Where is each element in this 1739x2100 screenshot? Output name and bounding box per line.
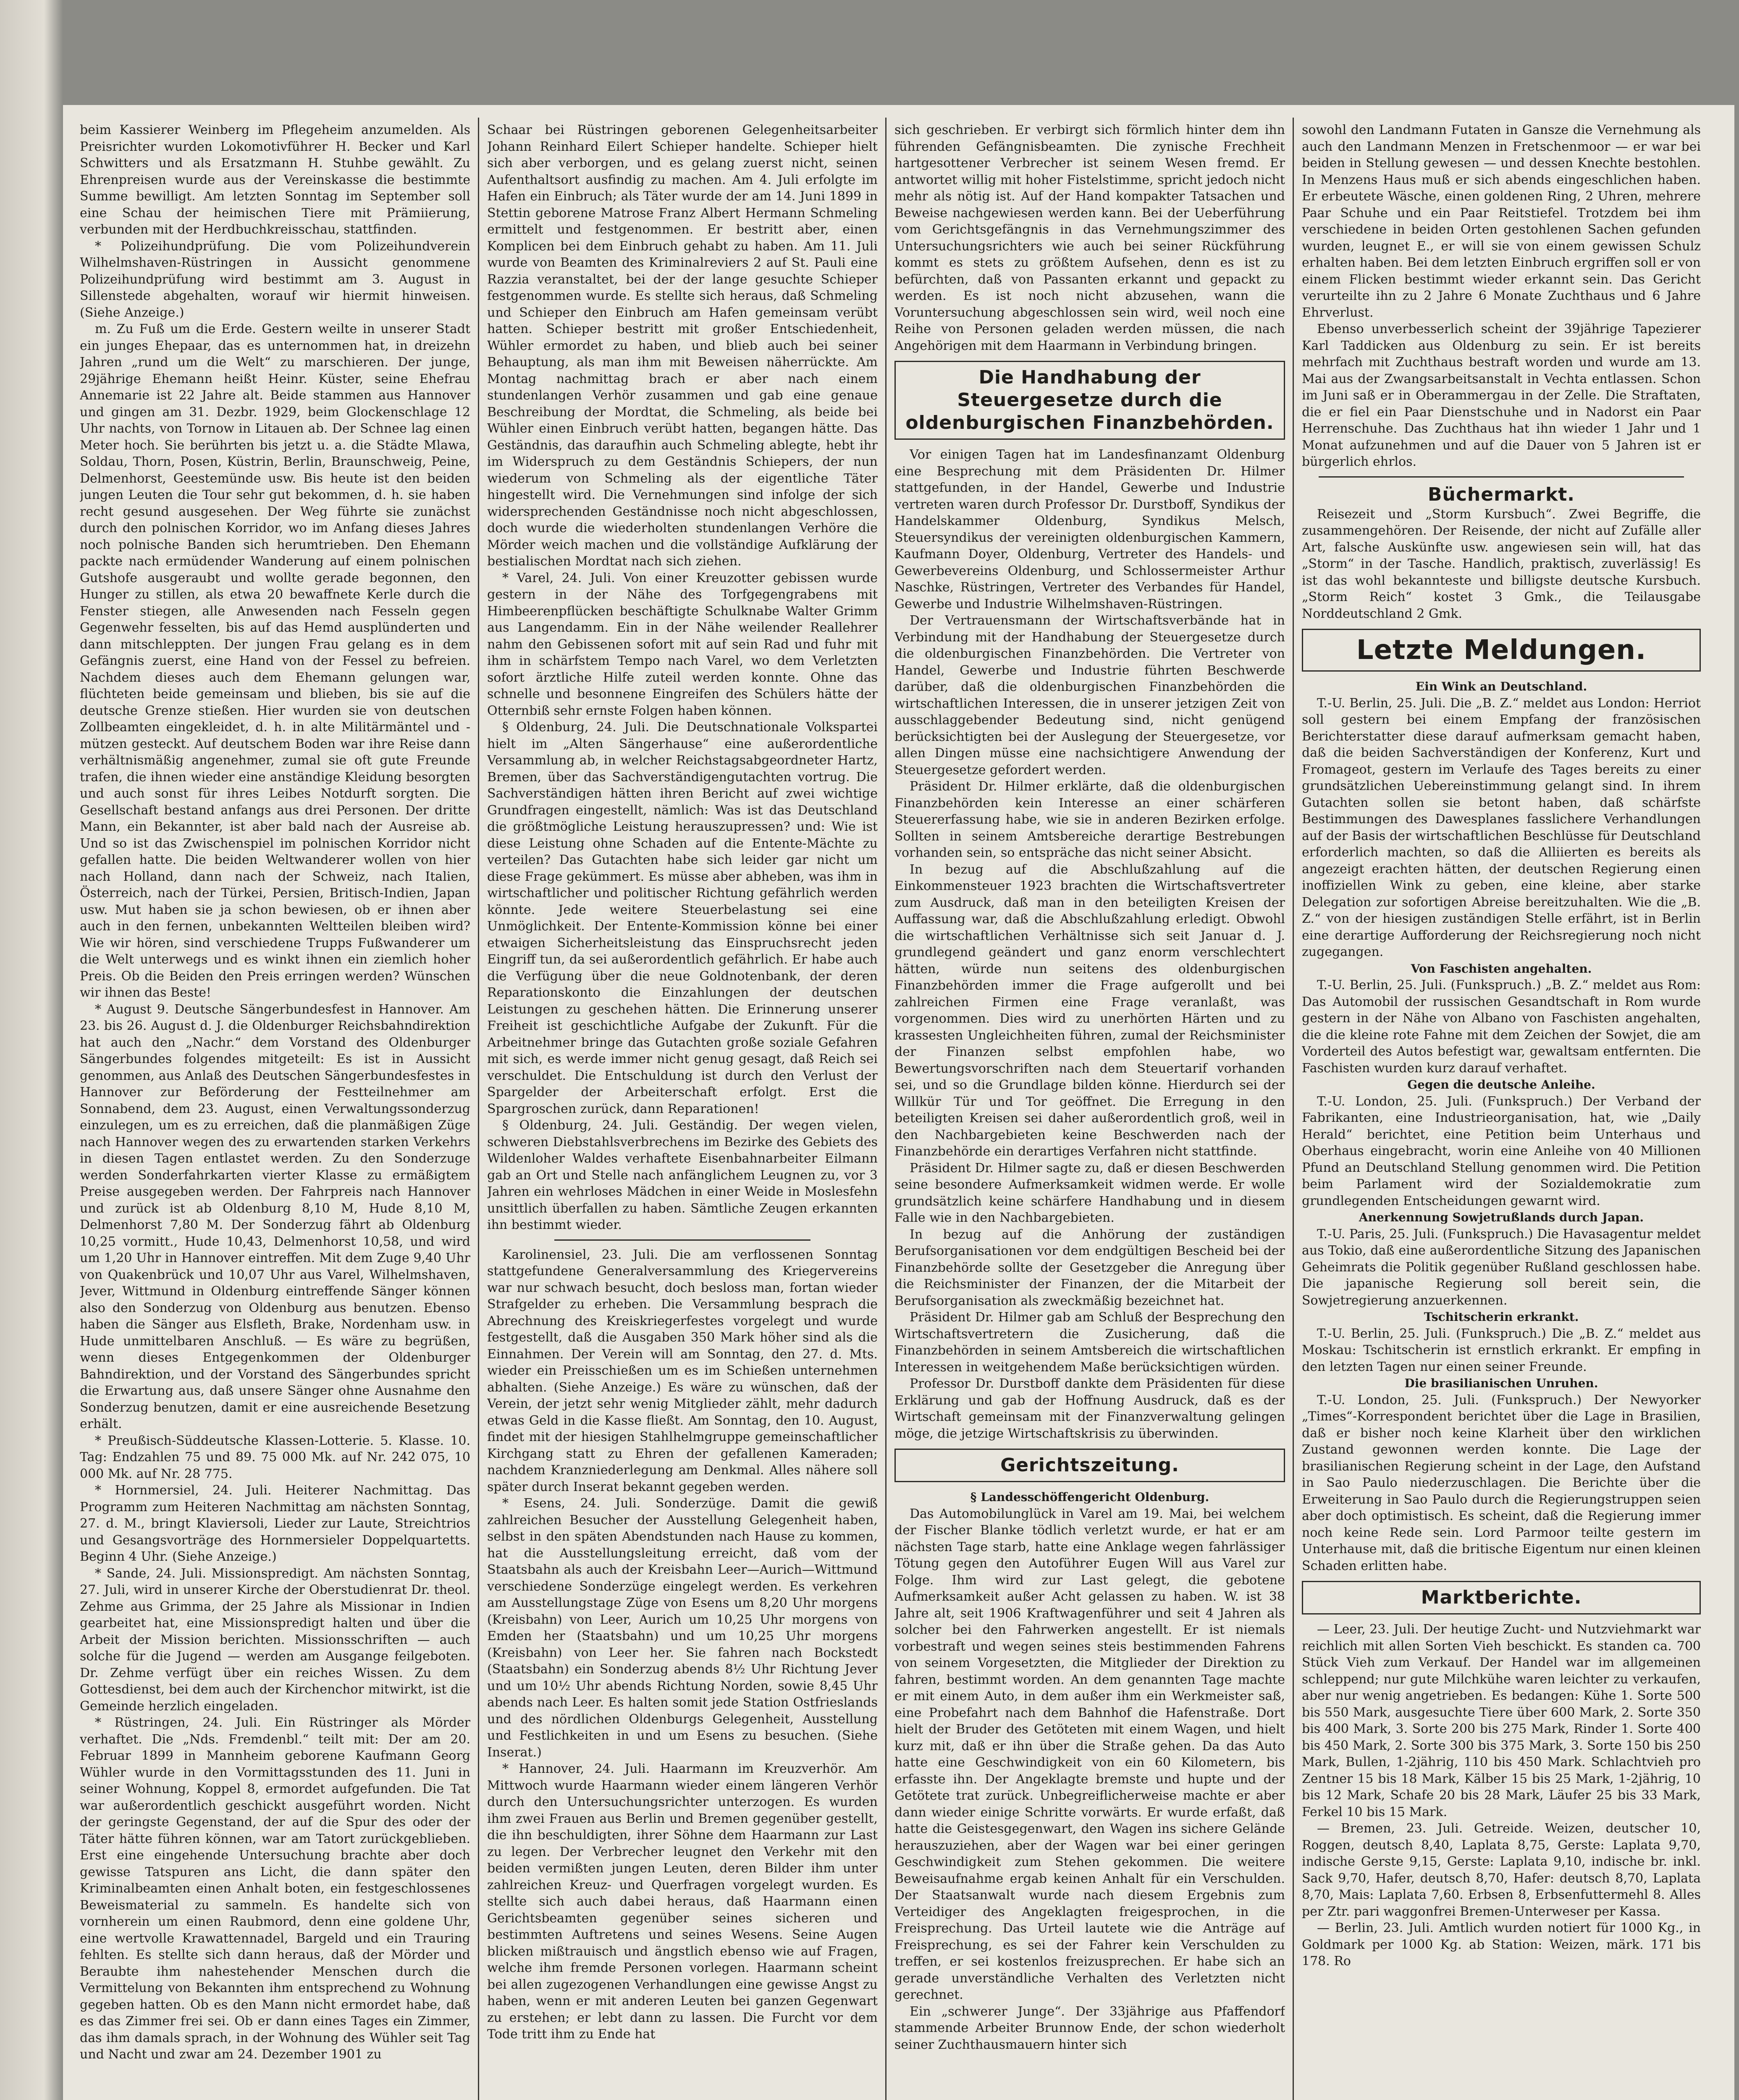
headline-box — [1302, 1581, 1701, 1614]
article-paragraph: Ebenso unverbesserlich scheint der 39jährige Tapezierer Karl Taddicken aus Oldenburg zu sein. Er ist bereits mehrfach mit Zuchthaus bestraft worden und wurde am 13. Mai aus der Zwangsarbeitsanstalt in Vechta entlassen. Schon im Juni saß er in Oberammergau in der Zelle. Die Straftaten, die er fiel ein Paar Dienstschuhe und in Nadorst ein Paar Herrenschuhe. Das Zuchthaus hat ihn wieder 1 Jahr und 1 Monat aufzunehmen und auf die Dauer von 5 Jahren ist er bürgerlich ehrlos. — [1302, 322, 1701, 469]
article-paragraph: * August 9. Deutsche Sängerbundesfest in Hannover. Am 23. bis 26. August d. J. die Oldenburger Reichsbahndirektion hat auch den „Nachr.“ dem Vorstand des Oldenburger Sängerbundes folgendes mitgeteilt: Es ist in Aussicht genommen, aus Anlaß des Deutschen Sängerbundesfestes in Hannover zur Beförderung der Festteilnehmer am Sonnabend, dem 23. August, einen Verwaltungssonderzug einzulegen, um es zu erreichen, daß die planmäßigen Züge nach Hannover wegen des zu erwartenden starken Verkehrs in diesen Tagen entlastet werden. Zu den Sonderzuge werden Sonderfahrkarten vierter Klasse zu ermäßigtem Preise ausgegeben werden. Der Fahrpreis nach Hannover und zurück ist ab Oldenburg 8,10 M, Hude 8,10 M, Delmenhorst 7,80 M. Der Sonderzug fährt ab Oldenburg 10,25 vormitt., Hude 10,43, Delmenhorst 10,58, und wird um 1,20 Uhr in Hannover eintreffen. Mit dem Zuge 9,40 Uhr von Quakenbrück und 10,07 Uhr aus Varel, Wilhelmshaven, Jever, Wittmund in Oldenburg eintreffende Sänger können also den Sonderzug von Oldenburg aus benutzen. Ebenso haben die Sänger aus Elsfleth, Brake, Nordenham usw. in Hude unmittelbaren Anschluß. — Es wäre zu begrüßen, wenn dieses Entgegenkommen der Oldenburger Bahndirektion, und der Vorstand des Sängerbundes spricht die Erwartung aus, daß unsere Sänger ohne Ausnahme den Sonderzug benutzen, damit er eine ausreichende Besetzung erhält. — [80, 1002, 470, 1431]
page-gutter — [0, 0, 63, 2100]
article-paragraph: * Hannover, 24. Juli. Haarmann im Kreuzverhör. Am Mittwoch wurde Haarmann wieder einem längeren Verhör durch den Untersuchungsrichter unterzogen. Es wurden ihm zwei Frauen aus Berlin und Bremen gegenüber gestellt, die ihn beschuldigten, ihrer Söhne dem Haarmann zur Last zu legen. Der Verbrecher leugnet den Verkehr mit den beiden vermißten jungen Leuten, deren Bilder ihm unter zahlreichen Kreuz- und Querfragen vorgelegt wurden. Es stellte sich auch dabei heraus, daß Haarmann einen Gerichtsbeamten gegenüber seines sicheren und bestimmten Auftretens und seines Wesens. Seine Augen blicken mißtrauisch und ängstlich ebenso wie auf Fragen, welche ihm fremde Personen vorlegen. Haarmann scheint bei allen zugezogenen Verhandlungen eine gewisse Angst zu haben, wenn er mit anderen Leuten bei ganzen Gegenwart zu erstehen; er lebt dann zu lassen. Die Furcht vor dem Tode tritt ihm zu Ende hat — [487, 1761, 878, 2042]
article-paragraph: Karolinensiel, 23. Juli. Die am verflossenen Sonntag stattgefundene Generalversammlung des Kriegervereins war nur schwach besucht, doch besloss man, fortan wieder Strafgelder zu erheben. Die Versammlung besprach die Abrechnung des Kreiskriegerfestes vorgelegt und wurde festgestellt, daß die Ausgaben 350 Mark höher sind als die Einnahmen. Der Verein will am Sonntag, den 27. d. Mts. wieder ein Preisschießen um es im Schießen unternehmen abhalten. (Siehe Anzeige.) Es wäre zu wünschen, daß der Verein, der jetzt sehr wenig Mitglieder zählt, mehr dadurch etwas Geld in die Kasse fließt. Am Sonntag, den 10. August, findet mit der hiesigen Stahlhelmgruppe gemeinschaftlicher Kirchgang statt zu Ehren der gefallenen Kameraden; nachdem Kranzniederlegung am Denkmal. Alles nähere soll später durch Inserat bekannt gegeben werden. — [487, 1247, 878, 1494]
column-2 — [487, 122, 878, 2100]
article-paragraph: * Preußisch-Süddeutsche Klassen-Lotterie. 5. Klasse. 10. Tag: Endzahlen 75 und 89. 75 000 Mk. auf Nr. 242 075, 10 000 Mk. auf Nr. 28 775. — [80, 1433, 470, 1481]
article-paragraph: * Polizeihundprüfung. Die vom Polizeihundverein Wilhelmshaven-Rüstringen in Aussicht genommene Polizeihundprüfung wird bestimmt am 3. August in Sillenstede abgehalten, worauf wir hiermit hinweisen. (Siehe Anzeige.) — [80, 239, 470, 320]
subheadline: Von Faschisten angehalten. — [1411, 961, 1592, 976]
column-1 — [80, 122, 470, 2100]
headline-marktberichte: Marktberichte. — [1421, 1587, 1582, 1608]
headline-steuergesetze: Die Handhabung der Steuergesetze durch die oldenburgischen Finanzbehörden. — [905, 367, 1274, 433]
article-paragraph: beim Kassierer Weinberg im Pflegeheim anzumelden. Als Preisrichter wurden Lokomotivführer H. Becker und Karl Schwitters und als Ersatzmann H. Stuhbe gewählt. Zu Ehrenpreisen wurde aus der Vereinskasse die bestimmte Summe bewilligt. Am letzten Sonntag im September soll eine Schau der heimischen Tiere mit Prämiierung, verbunden mit der Herdbuchkreisschau, stattfinden. — [80, 123, 470, 237]
article-paragraph: T.-U. Berlin, 25. Juli. (Funkspruch.) „B. Z.“ meldet aus Rom: Das Automobil der russischen Gesandtschaft in Rom wurde gestern in der Nähe von Albano von Faschisten angehalten, die die kleine rote Fahne mit dem Zeichen der Sowjet, die am Vorderteil des Autos befestigt war, gewaltsam entfernten. Die Faschisten wurden kurz darauf verhaftet. — [1302, 978, 1701, 1076]
article-paragraph: — Berlin, 23. Juli. Amtlich wurden notiert für 1000 Kg., in Goldmark per 1000 Kg. ab Station: Weizen, märk. 171 bis 178. Ro — [1302, 1921, 1701, 1969]
article-paragraph: * Esens, 24. Juli. Sonderzüge. Damit die gewiß zahlreichen Besucher der Ausstellung Gelegenheit haben, selbst in den späten Abendstunden nach Hause zu kommen, hat die Ausstellungsleitung erreicht, daß vom der Staatsbahn als auch der Kreisbahn Leer—Aurich—Wittmund verschiedene Sonderzüge eingelegt werden. Es verkehren am Ausstellungstage Züge von Esens um 8,20 Uhr morgens (Kreisbahn) von Leer, Aurich um 10,25 Uhr morgens von Emden her (Staatsbahn) und um 10,25 Uhr morgens (Kreisbahn) von Leer her. Sie fahren nach Bockstedt (Staatsbahn) ein Sonderzug abends 8½ Uhr Richtung Jever und um 10½ Uhr abends Richtung Norden, sowie 8,45 Uhr abends nach Leer. Es halten somit jede Station Ostfrieslands und des nördlichen Oldenburgs Gelegenheit, Ausstellung und Festlichkeiten in und um Esens zu besuchen. (Siehe Inserat.) — [487, 1496, 878, 1760]
column-rule — [1293, 118, 1294, 2100]
article-paragraph: Reisezeit und „Storm Kursbuch“. Zwei Begriffe, die zusammengehören. Der Reisende, der nicht auf Zufälle aller Art, falsche Auskünfte usw. angewiesen sein will, hat das „Storm“ in der Tasche. Handlich, praktisch, zuverlässig! Es ist das wohl bekannteste und billigste deutsche Kursbuch. „Storm Reich“ kostet 3 Gmk., die Teilausgabe Norddeutschland 2 Gmk. — [1302, 507, 1701, 621]
article-paragraph: Schaar bei Rüstringen geborenen Gelegenheitsarbeiter Johann Reinhard Eilert Schieper handelte. Schieper hielt sich aber verborgen, und es gelang zuerst nicht, seinen Aufenthaltsort ausfindig zu machen. Am 4. Juli erfolgte im Hafen ein Einbruch; als Täter wurde der am 14. Juni 1899 in Stettin geborene Matrose Franz Albert Hermann Schmeling ermittelt und festgenommen. Er bestritt aber, einen Komplicen bei dem Einbruch gehabt zu haben. Am 11. Juli wurde von Beamten des Kriminalreviers 2 auf St. Pauli eine Razzia veranstaltet, bei der der lange gesuchte Schieper festgenommen wurde. Es stellte sich heraus, daß Schmeling und Schieper den Einbruch am Hafen gemeinsam verübt hatten. Schieper bestritt mit großer Entschiedenheit, Wühler ermordet zu haben, und blieb auch bei seiner Behauptung, als man ihm mit Beweisen näherrückte. Am Montag nachmittag brach er aber nach einem stundenlangen Verhör zusammen und gab eine genaue Beschreibung der Mordtat, die Schmeling, als beide bei Wühler einen Einbruch verübt hatten, begangen hätte. Das Geständnis, das daraufhin auch Schmeling ablegte, hebt ihr im Widerspruch zu dem Geständnis Schiepers, der nun wiederum von Schmeling als der eigentliche Täter hingestellt wird. Die Vernehmungen sind infolge der sich widersprechenden Geständnisse noch nicht abgeschlossen, doch wurde die wiederholten stundenlangen Verhöre die Mörder weich machen und die vollständige Aufklärung der bestialischen Mordtat nach sich ziehen. — [487, 123, 878, 569]
article-paragraph: sich geschrieben. Er verbirgt sich förmlich hinter dem ihn führenden Gefängnisbeamten. Die zynische Frechheit hartgesottener Verbrecher ist seinem Wesen fremd. Er antwortet willig mit hoher Fistelstimme, spricht jedoch nicht mehr als nötig ist. Auf der Hand kompakter Tatsachen und Beweise nachgewiesen werden kann. Bei der Ueberführung vom Gerichtsgefängnis in das Vernehmungszimmer des Untersuchungsrichters wie auch bei seiner Rückführung kommt es stets zu größtem Aufsehen, denn es ist zu befürchten, daß von Passanten erkannt und gepackt zu werden. Es ist noch nicht abzusehen, wann die Voruntersuchung abgeschlossen sein wird, weil noch eine Reihe von Personen geladen werden müssen, die nach Angehörigen mit dem Haarmann in Verbindung bringen. — [894, 123, 1285, 353]
headline-box — [894, 1449, 1285, 1482]
headline-buechermarkt: Büchermarkt. — [1427, 483, 1575, 505]
article-paragraph: Ein „schwerer Junge“. Der 33jährige aus Pfaffendorf stammende Arbeiter Brunnow Ende, der schon wiederholt seiner Zuchthausmauern hinter sich — [894, 2004, 1285, 2052]
column-rule — [885, 118, 887, 2100]
article-paragraph: § Oldenburg, 24. Juli. Die Deutschnationale Volkspartei hielt im „Alten Sängerhause“ eine außerordentliche Versammlung ab, in welcher Reichstagsabgeordneter Hartz, Bremen, über das Sachverständigengutachten vortrug. Die Sachverständigen hätten ihren Bericht auf zwei wichtige Grundfragen eingestellt, nämlich: Was ist das Deutschland die größtmögliche Leistung herauszupressen? und: Wie ist diese Leistung ohne Schaden auf die Entente-Mächte zu verteilen? Das Gutachten habe sich leider gar nicht um diese Frage gekümmert. Es müsse aber abheben, was ihm in wirtschaftlicher und politischer Richtung gefährlich werden könnte. Jede weitere Steuerbelastung sei eine Unmöglichkeit. Der Entente-Kommission könne bei einer etwaigen Sicherheitsleistung das Einspruchsrecht jeden Eingriff tun, da sei außerordentlich gefährlich. Er habe auch die Verfügung über die neue Goldnotenbank, der deren Reparationskonto die Einzahlungen der deutschen Leistungen zu geschehen hätten. Die Erinnerung unserer Freiheit ist geschichtliche Aufgabe der Zukunft. Für die Arbeitnehmer bringe das Gutachten große soziale Gefahren mit sich, es werde immer nicht genug gesagt, daß Reich sei verschuldet. Die Entschuldung ist durch den Verlust der Spargelder der Arbeiterschaft erfolgt. Erst die Spargroschen zurück, dann Reparationen! — [487, 720, 878, 1116]
article-paragraph: * Rüstringen, 24. Juli. Ein Rüstringer als Mörder verhaftet. Die „Nds. Fremdenbl.“ teilt mit: Der am 20. Februar 1899 in Mannheim geborene Kaufmann Georg Wühler wurde in den Vormittagsstunden des 11. Juni in seiner Wohnung, Koppel 8, ermordet aufgefunden. Die Tat war außerordentlich geschickt ausgeführt worden. Nicht der geringste Gegenstand, der auf die Spur des oder der Täter hätte führen können, war am Tatort zurückgeblieben. Erst eine eingehende Untersuchung brachte aber doch gewisse Tatspuren ans Licht, die dann später den Kriminalbeamten einen Anhalt boten, ein festgeschlossenes Beweismaterial zu sammeln. Es handelte sich von vornherein um einen Raubmord, denn eine goldene Uhr, eine wertvolle Krawattennadel, Bargeld und ein Trauring fehlten. Es stellte sich dann heraus, daß der Mörder und Beraubte ihm nahestehender Menschen durch die Vermittelung von Bekannten ihm entsprechend zu Wohnung gegeben hatten. Ob es den Mann nicht ermordet habe, daß es das Zimmer frei sei. Ob er dann eines Tages ein Zimmer, das ihm damals sprach, in der Wohnung des Wühler seit Tag und Nacht und zwar am 24. Dezember 1901 zu — [80, 1715, 470, 2062]
column-rule — [478, 118, 479, 2100]
column-3 — [894, 122, 1285, 2100]
subheadline: Tschitscherin erkrankt. — [1424, 1310, 1579, 1324]
article-paragraph: — Bremen, 23. Juli. Getreide. Weizen, deutscher 10, Roggen, deutsch 8,40, Laplata 8,75, Gerste: Laplata 9,70, indische Gerste 9,15, Gerste: Laplata 9,10, indische br. inkl. Sack 9,70, Hafer, deutsch 8,70, Hafer: deutsch 8,70, Laplata 8,70, Mais: Laplata 7,60. Erbsen 8, Erbsenfuttermehl 8. Alles per Ztr. pari waggonfrei Bremen-Unterweser per Kassa. — [1302, 1821, 1701, 1919]
article-paragraph: T.-U. Berlin, 25. Juli. (Funkspruch.) Die „B. Z.“ meldet aus Moskau: Tschitscherin ist ernstlich erkrankt. Er empfing in den letzten Tagen nur einen seiner Freunde. — [1302, 1326, 1701, 1374]
article-separator — [554, 1239, 810, 1241]
article-paragraph: sowohl den Landmann Futaten in Gansze die Vernehmung als auch den Landmann Menzen in Fretschenmoor — er war bei beiden in Stellung gewesen — und dessen Knechte bestohlen. In Menzens Haus muß er sich abends eingeschlichen haben. Er erbeutete Wäsche, einen goldenen Ring, 2 Uhren, mehrere Paar Schuhe und ein Paar Reitstiefel. Trotzdem bei ihm verschiedene in beiden Orten gestohlenen Sachen gefunden wurden, leugnet E., er will sie von einem gewissen Schulz erhalten haben. Bei dem letzten Einbruch ergriffen soll er von einem Flicken bestimmt wieder erkannt sein. Das Gericht verurteilte ihn zu 2 Jahre 6 Monate Zuchthaus und 6 Jahre Ehrverlust. — [1302, 123, 1701, 320]
article-paragraph: T.-U. Paris, 25. Juli. (Funkspruch.) Die Havasagentur meldet aus Tokio, daß eine außerordentliche Sitzung des Japanischen Geheimrats die Politik gegenüber Rußland geschlossen habe. Die japanische Regierung soll bereit sein, die Sowjetregierung anzuerkennen. — [1302, 1226, 1701, 1308]
subheadline: Die brasilianischen Unruhen. — [1404, 1376, 1598, 1390]
article-paragraph: Professor Dr. Durstboff dankte dem Präsidenten für diese Erklärung und gab der Hoffnung Ausdruck, daß es der Wirtschaft gemeinsam mit der Finanzverwaltung gelingen möge, die jetzige Wirtschaftskrisis zu überwinden. — [894, 1376, 1285, 1441]
article-separator — [1319, 476, 1684, 478]
article-paragraph: * Varel, 24. Juli. Von einer Kreuzotter gebissen wurde gestern in der Nähe des Torfgegengrabens mit Himbeerenpflücken beschäftigte Schulknabe Walter Grimm aus Langendamm. Ein in der Nähe weilender Reallehrer nahm den Gebissenen sofort mit auf sein Rad und fuhr mit ihm in schärfstem Tempo nach Varel, wo dem Verletzten sofort ärztliche Hilfe zuteil werden konnte. Ohne das schnelle und besonnene Eingreifen des Schülers hätte der Otternbiß sehr ernste Folgen haben können. — [487, 570, 878, 718]
column-4 — [1302, 122, 1701, 2100]
article-paragraph: In bezug auf die Abschlußzahlung auf die Einkommensteuer 1923 brachten die Wirtschaftsvertreter zum Ausdruck, daß man in den beteiligten Kreisen der Auffassung war, daß die Abschlußzahlung erledigt. Obwohl die wirtschaftlichen Verhältnisse sich seit Januar d. J. grundlegend geändert und ganz enorm verschlechtert hätten, würde nun seitens des oldenburgischen Finanzbehörden immer die Frage aufgerollt und bei zahlreichen Firmen eine Frage veranlaßt, was vorgenommen. Dies wird zu unerhörten Härten und zu krassesten Ungleichheiten führen, zumal der Reichsminister der Finanzen selbst empfohlen habe, wo Bewertungsvorschriften nach dem Steuertarif vorhanden sei, und so die Grundlage bilden könne. Hierdurch sei der Willkür Tür und Tor geöffnet. Die Erregung in den beteiligten Kreisen sei daher außerordentlich groß, weil in den Nachbargebieten keine Beschwerden nach der Finanzbehörde ein derartiges Verfahren nicht stattfinde. — [894, 862, 1285, 1159]
headline-letzte-meldungen: Letzte Meldungen. — [1356, 635, 1647, 666]
headline-box — [894, 361, 1285, 440]
article-paragraph: § Oldenburg, 24. Juli. Geständig. Der wegen vielen, schweren Diebstahlsverbrechens im Bezirke des Gebiets des Wildenloher Waldes verhaftete Eisenbahnarbeiter Eilmann gab an Ort und Stelle nach anfänglichem Leugnen zu, vor 3 Jahren ein wehrloses Mädchen in einer Weide in Moslesfehn unsittlich überfallen zu haben. Sämtliche Zeugen erkannten ihn bestimmt wieder. — [487, 1118, 878, 1232]
article-paragraph: m. Zu Fuß um die Erde. Gestern weilte in unserer Stadt ein junges Ehepaar, das es unternommen hat, in dreizehn Jahren „rund um die Welt“ zu marschieren. Der junge, 29jährige Ehemann heißt Heinr. Küster, seine Ehefrau Annemarie ist 22 Jahre alt. Beide stammen aus Hannover und gingen am 31. Dezbr. 1929, beim Glockenschlage 12 Uhr nachts, von Tornow in Litauen ab. Der Schnee lag einen Meter hoch. Sie berührten bis jetzt u. a. die Städte Mlawa, Soldau, Thorn, Posen, Küstrin, Berlin, Braunschweig, Peine, Delmenhorst, Geestemünde usw. Bis heute ist den beiden jungen Leuten die Tour sehr gut bekommen, d. h. sie haben recht gesund ausgesehen. Der Weg führte sie zunächst durch den polnischen Korridor, wo im Anfang dieses Jahres noch polnische Banden sich herumtrieben. Den Ehemann packte nach ermüdender Wanderung auf einem polnischen Gutshofe ausgeraubt und wollte gerade begonnen, den Hunger zu stillen, als etwa 20 bewaffnete Kerle durch die Fenster stiegen, alle Anwesenden nach Fesseln gegen Gegenwehr fesselten, bis auf das Hemd ausplünderten und dann mitschleppten. Der jungen Frau gelang es in dem Gefängnis zuerst, eine Hand von der Fessel zu befreien. Nachdem dieses auch dem Ehemann gelungen war, flüchteten beide gemeinsam und blieben, bis sie auf die deutsche Grenze stießen. Hier wurden sie von deutschen Zollbeamten eingekleidet, d. h. in alte Militärmäntel und -mützen gesteckt. Auf deutschem Boden war ihre Reise dann verhältnismäßig angenehmer, zumal sie oft gute Freunde trafen, die ihnen wieder eine anständige Kleidung besorgten und auch sonst für ihres Leibes Notdurft sorgten. Die Gesellschaft bestand anfangs aus drei Personen. Der dritte Mann, ein Bekannter, ist aber bald nach der Ausreise ab. Und so ist das Zwischenspiel im polnischen Korridor nicht gefallen hatte. Die beiden Weltwanderer wollen von hier nach Holland, dann nach der Schweiz, nach Italien, Österreich, nach der Türkei, Persien, Britisch-Indien, Japan usw. Mut haben sie ja schon bewiesen, ob er ihnen aber auch in den fernen, unbekannten Weltteilen bleiben wird? Wie wir hören, sind verschiedene Trupps Fußwanderer um die Welt unterwegs und es winkt ihnen ein ziemlich hoher Preis. Ob die Beiden den Preis erringen werden? Wünschen wir ihnen das Beste! — [80, 322, 470, 1000]
subheadline: Anerkennung Sowjetrußlands durch Japan. — [1359, 1210, 1644, 1224]
subheadline: Gegen die deutsche Anleihe. — [1407, 1078, 1595, 1092]
newspaper-page — [63, 105, 1734, 2100]
article-paragraph: T.-U. London, 25. Juli. (Funkspruch.) Der Newyorker „Times“-Korrespondent berichtet über die Lage in Brasilien, daß er bisher noch keine Klarheit über den wirklichen Zustand gewonnen werden konnte. Die Lage der brasilianischen Regierung scheint in der Lage, den Aufstand in Sao Paulo niederzuschlagen. Die Berichte über die Erweiterung in Sao Paulo durch die Regierungstruppen seien aber doch optimistisch. Es scheint, daß die Regierung immer noch keine Rede sein. Lord Parmoor teilte gestern im Unterhause mit, daß die britische Eigentum nur einen kleinen Schaden erlitten habe. — [1302, 1392, 1701, 1573]
headline-gerichtszeitung: Gerichtszeitung. — [1000, 1454, 1179, 1476]
article-paragraph: T.-U. London, 25. Juli. (Funkspruch.) Der Verband der Fabrikanten, eine Industrieorganisation, hat, wie „Daily Herald“ berichtet, eine Petition beim Unterhaus und Oberhaus eingebracht, worin eine Anleihe von 40 Millionen Pfund an Deutschland Stellung genommen wird. Die Petition beim Parlament wird der Sozialdemokratie zum grundlegenden Entscheidungen gewarnt wird. — [1302, 1094, 1701, 1208]
headline-box — [1302, 629, 1701, 672]
subheadline: Ein Wink an Deutschland. — [1415, 680, 1587, 693]
article-paragraph: Der Vertrauensmann der Wirtschaftsverbände hat in Verbindung mit der Handhabung der Steuergesetze durch die oldenburgischen Finanzbehörden. Die Vertreter von Handel, Gewerbe und Industrie führten Beschwerde darüber, daß die oldenburgischen Finanzbehörden die wirtschaftlichen Interessen, die in unserer jetzigen Zeit von ausschlaggebender Bedeutung sind, nicht genügend berücksichtigten bei der Auslegung der Steuergesetze, vor allen Dingen müsse eine nachsichtigere Anwendung der Steuergesetze gefordert werden. — [894, 613, 1285, 777]
article-paragraph: Präsident Dr. Hilmer sagte zu, daß er diesen Beschwerden seine besondere Aufmerksamkeit widmen werde. Er wolle grundsätzlich keine schärfere Handhabung und in diesem Falle wie in den Nachbargebieten. — [894, 1160, 1285, 1225]
article-paragraph: In bezug auf die Anhörung der zuständigen Berufsorganisationen vor dem endgültigen Bescheid bei der Finanzbehörde sollte der Gesetzgeber die Anregung über die Reichsminister der Finanzen, der die Mitarbeit der Berufsorganisation als zweckmäßig bezeichnet hat. — [894, 1227, 1285, 1308]
article-paragraph: * Hornmersiel, 24. Juli. Heiterer Nachmittag. Das Programm zum Heiteren Nachmittag am nächsten Sonntag, 27. d. M., bringt Klaviersoli, Lieder zur Laute, Streichtrios und Gesangsvorträge des Hornmersieler Doppelquartetts. Beginn 4 Uhr. (Siehe Anzeige.) — [80, 1483, 470, 1564]
article-paragraph: Vor einigen Tagen hat im Landesfinanzamt Oldenburg eine Besprechung mit dem Präsidenten Dr. Hilmer stattgefunden, in der Handel, Gewerbe und Industrie vertreten waren durch Professor Dr. Durstboff, Syndikus der Handelskammer Oldenburg, Syndikus Melsch, Steuersyndikus der vereinigten oldenburgischen Kammern, Kaufmann Doyer, Oldenburg, Vertreter des Handels- und Gewerbevereins Oldenburg, und Schlossermeister Arthur Naschke, Rüstringen, Vertreter des Verbandes für Handel, Gewerbe und Industrie Wilhelmshaven-Rüstringen. — [894, 447, 1285, 612]
article-paragraph: Präsident Dr. Hilmer erklärte, daß die oldenburgischen Finanzbehörden kein Interesse an einer schärferen Steuererfassung habe, wie sie in anderen Bezirken erfolge. Sollten in seinem Amtsbereiche derartige Bestrebungen vorhanden sein, so entspräche das nicht seiner Absicht. — [894, 779, 1285, 860]
article-paragraph: T.-U. Berlin, 25. Juli. Die „B. Z.“ meldet aus London: Herriot soll gestern bei einem Empfang der französischen Berichterstatter diese darauf aufmerksam gemacht haben, daß die beiden Sachverständigen der Konferenz, Kurt und Fromageot, gestern im Verlaufe des Tages bereits zu einer grundsätzlichen Uebereinstimmung gelangt sind. In ihrem Gutachten sollen sie betont haben, daß schärfste Bestimmungen des Dawesplanes fasslichere Verhandlungen auf der Basis der wirtschaftlichen Beschlüsse für Deutschland erforderlich machten, so daß die Alliierten es bereits als angezeigt erachten hätten, der deutschen Regierung einen inoffiziellen Wink zu geben, eine kleine, aber starke Delegation zur sofortigen Abreise bereitzuhalten. Wie die „B. Z.“ von der hiesigen zuständigen Stelle erfährt, ist in Berlin eine derartige Aufforderung der Reichsregierung noch nicht zugegangen. — [1302, 696, 1701, 959]
subheadline: § Landesschöffengericht Oldenburg. — [970, 1490, 1209, 1504]
article-paragraph: Das Automobilunglück in Varel am 19. Mai, bei welchem der Fischer Blanke tödlich verletzt wurde, er hat er am nächsten Tage starb, hatte eine Anklage wegen fahrlässiger Tötung gegen den Autoführer Eugen Will aus Varel zur Folge. Ihm wird zur Last gelegt, die gebotene Aufmerksamkeit außer Acht gelassen zu haben. W. ist 38 Jahre alt, seit 1906 Kraftwagenführer und seit 4 Jahren als solcher bei den Fahrwerken angestellt. Er ist niemals vorbestraft und wegen seines steis bestimmenden Fahrens von seinem Vorgesetzten, die Mitglieder der Direktion zu fahren, bestimmt worden. An dem genannten Tage machte er mit einem Auto, in dem außer ihm ein Werkmeister saß, eine Probefahrt nach dem Bahnhof die Hafenstraße. Dort hielt der Bruder des Getöteten mit einem Wagen, und hielt kurz mit, daß er ihn über die Straße gehen. Da das Auto hatte eine Geschwindigkeit von ein 60 Kilometern, bis erfasste ihn. Der Angeklagte bremste und hupte und der Getötete trat zurück. Unbegreiflicherweise machte er aber dann wieder einige Schritte vorwärts. Er wurde erfaßt, daß hatte die Geistesgegenwart, den Wagen ins sichere Gelände herauszuziehen, aber der Wagen war bei einer geringen Geschwindigkeit zum Stehen gekommen. Die weitere Beweisaufnahme ergab keinen Anhalt für ein Verschulden. Der Staatsanwalt wurde nach diesem Ergebnis zum Verteidiger des Angeklagten freigesprochen, in die Freisprechung. Das Urteil lautete wie die Anträge auf Freisprechung, es sei der Fahrer kein Verschulden zu treffen, er sei kostenlos freizusprechen. Er habe sich an gerade unverständliche Verhalten des Verletzten nicht gerechnet. — [894, 1506, 1285, 2002]
article-paragraph: * Sande, 24. Juli. Missionspredigt. Am nächsten Sonntag, 27. Juli, wird in unserer Kirche der Oberstudienrat Dr. theol. Zehme aus Grimma, der 25 Jahre als Missionar in Indien gearbeitet hat, eine Missionspredigt halten und über die Arbeit der Mission berichten. Missionsschriften — auch solche für die Jugend — werden am Ausgange feilgeboten. Dr. Zehme verfügt über ein reiches Wissen. Zu dem Gottesdienst, bei dem auch der Kirchenchor mitwirkt, ist die Gemeinde herzlich eingeladen. — [80, 1566, 470, 1714]
article-paragraph: Präsident Dr. Hilmer gab am Schluß der Besprechung den Wirtschaftsvertretern die Zusicherung, daß die Finanzbehörden in seinem Amtsbereich die wirtschaftlichen Interessen in weitgehendem Maße berücksichtigen würden. — [894, 1310, 1285, 1375]
scan-background-top — [63, 0, 1739, 105]
article-paragraph: — Leer, 23. Juli. Der heutige Zucht- und Nutzviehmarkt war reichlich mit allen Sorten Vieh beschickt. Es standen ca. 700 Stück Vieh zum Verkauf. Der Handel war im allgemeinen schleppend; nur gute Milchkühe waren leichter zu verkaufen, aber nur wenig angetrieben. Es bedangen: Kühe 1. Sorte 500 bis 550 Mark, ausgesuchte Tiere über 600 Mark, 2. Sorte 350 bis 400 Mark, 3. Sorte 200 bis 275 Mark, Rinder 1. Sorte 400 bis 450 Mark, 2. Sorte 300 bis 375 Mark, 3. Sorte 150 bis 250 Mark, Bullen, 1-2jährig, 110 bis 450 Mark. Schlachtvieh pro Zentner 15 bis 18 Mark, Kälber 15 bis 25 Mark, 1-2jährig, 10 bis 12 Mark, Schafe 20 bis 28 Mark, Läufer 25 bis 33 Mark, Ferkel 10 bis 15 Mark. — [1302, 1622, 1701, 1819]
